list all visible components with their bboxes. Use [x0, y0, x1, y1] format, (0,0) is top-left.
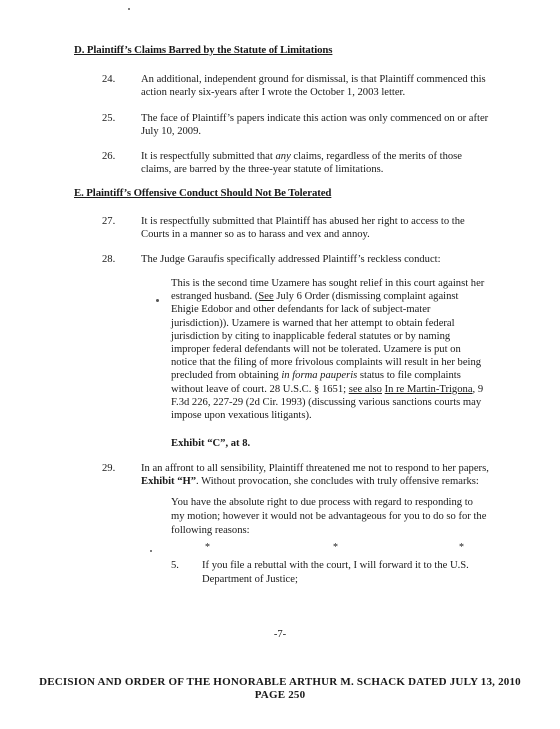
- quote-line: improper federal defendants will not be tolerated. Uzamere is put on: [171, 344, 461, 356]
- paragraph-line: It is respectfully submitted that Plaintiff has abused her right to access to the: [141, 216, 465, 227]
- quote-line: This is the second time Uzamere has sought relief in this court against her: [171, 278, 485, 289]
- paragraph-line: Exhibit “H”. Without provocation, she concludes with truly offensive remarks:: [141, 476, 479, 487]
- scan-speck: [128, 8, 130, 10]
- quote-line: my motion; however it would not be advantageous for you to do so for the: [171, 511, 487, 522]
- scan-speck: [156, 299, 159, 302]
- page-number: -7-: [273, 629, 287, 640]
- ellipsis-asterisk: *: [459, 542, 464, 553]
- quote-line: notice that the filing of more frivolous complaints will result in her being: [171, 357, 482, 369]
- paragraph-number: 26.: [102, 151, 116, 162]
- quote-line: jurisdiction)). Uzamere is warned that her attempt to obtain federal: [171, 317, 455, 329]
- quote-line: without leave of court. 28 U.S.C. § 1651; see also In re Martin-Trigona, 9: [171, 383, 484, 395]
- paragraph-number: 28.: [102, 254, 116, 265]
- quote-line: precluded from obtaining in forma pauperis status to file complaints: [171, 370, 461, 382]
- quote-line: jurisdiction by citing to inapplicable federal statutes or by naming: [171, 330, 451, 342]
- paragraph-27: [141, 215, 521, 241]
- paragraph-28: The Judge Garaufis specifically addressed Plaintiff’s reckless conduct:: [141, 254, 441, 265]
- paragraph-number: 27.: [102, 216, 116, 227]
- item-number: 5.: [171, 560, 179, 571]
- footer-line-1: DECISION AND ORDER OF THE HONORABLE ARTHUR M. SCHACK DATED JULY 13, 2010: [39, 676, 521, 688]
- ellipsis-asterisk: *: [333, 542, 338, 553]
- footer-line-2: PAGE 250: [254, 689, 306, 701]
- section-d-heading: D. Plaintiff’s Claims Barred by the Statute of Limitations: [74, 44, 333, 56]
- quote-line: Department of Justice;: [202, 574, 298, 585]
- section-e-heading: E. Plaintiff’s Offensive Conduct Should Not Be Tolerated: [74, 187, 332, 199]
- quote-line: F.3d 226, 227-29 (2d Cir. 1993) (discussing various sanctions courts may: [171, 396, 482, 408]
- paragraph-number: 29.: [102, 463, 116, 474]
- quote-line: estranged husband. (See July 6 Order (dismissing complaint against: [171, 291, 459, 303]
- paragraph-number: 25.: [102, 113, 116, 124]
- paragraph-line: Courts in a manner so as to harass and vex and annoy.: [141, 229, 370, 240]
- paragraph-line: In an affront to all sensibility, Plaintiff threatened me not to respond to her papers,: [141, 463, 489, 474]
- quote-line: following reasons:: [171, 525, 250, 536]
- quote-line: impose upon vexatious litigants).: [171, 410, 312, 422]
- paragraph-line: claims, are barred by the three-year statute of limitations.: [141, 164, 384, 175]
- quoted-item-5: [202, 559, 522, 587]
- exhibit-c-citation: Exhibit “C”, at 8.: [171, 438, 251, 449]
- paragraph-line: The face of Plaintiff’s papers indicate this action was only commenced on or after: [141, 113, 489, 124]
- paragraph-24: [141, 73, 521, 99]
- ellipsis-asterisk: *: [205, 542, 210, 553]
- paragraph-number: 24.: [102, 74, 116, 85]
- paragraph-25: [141, 112, 521, 138]
- paragraph-line: It is respectfully submitted that any claims, regardless of the merits of those: [141, 151, 462, 162]
- paragraph-line: An additional, independent ground for dismissal, is that Plaintiff commenced this: [141, 74, 486, 85]
- paragraph-26: [141, 150, 521, 176]
- quote-line: You have the absolute right to due process with regard to responding to: [171, 497, 473, 508]
- paragraph-line: action nearly six-years after I wrote the October 1, 2003 letter.: [141, 87, 406, 98]
- quote-line: If you file a rebuttal with the court, I will forward it to the U.S.: [202, 560, 469, 571]
- scan-speck: [150, 550, 152, 552]
- quote-line: Ehigie Edobor and other defendants for lack of subject-mater: [171, 304, 431, 316]
- paragraph-29: [141, 462, 531, 488]
- block-quote-plaintiff: [171, 496, 521, 538]
- block-quote-garaufis: [171, 277, 521, 422]
- paragraph-line: July 10, 2009.: [141, 126, 202, 137]
